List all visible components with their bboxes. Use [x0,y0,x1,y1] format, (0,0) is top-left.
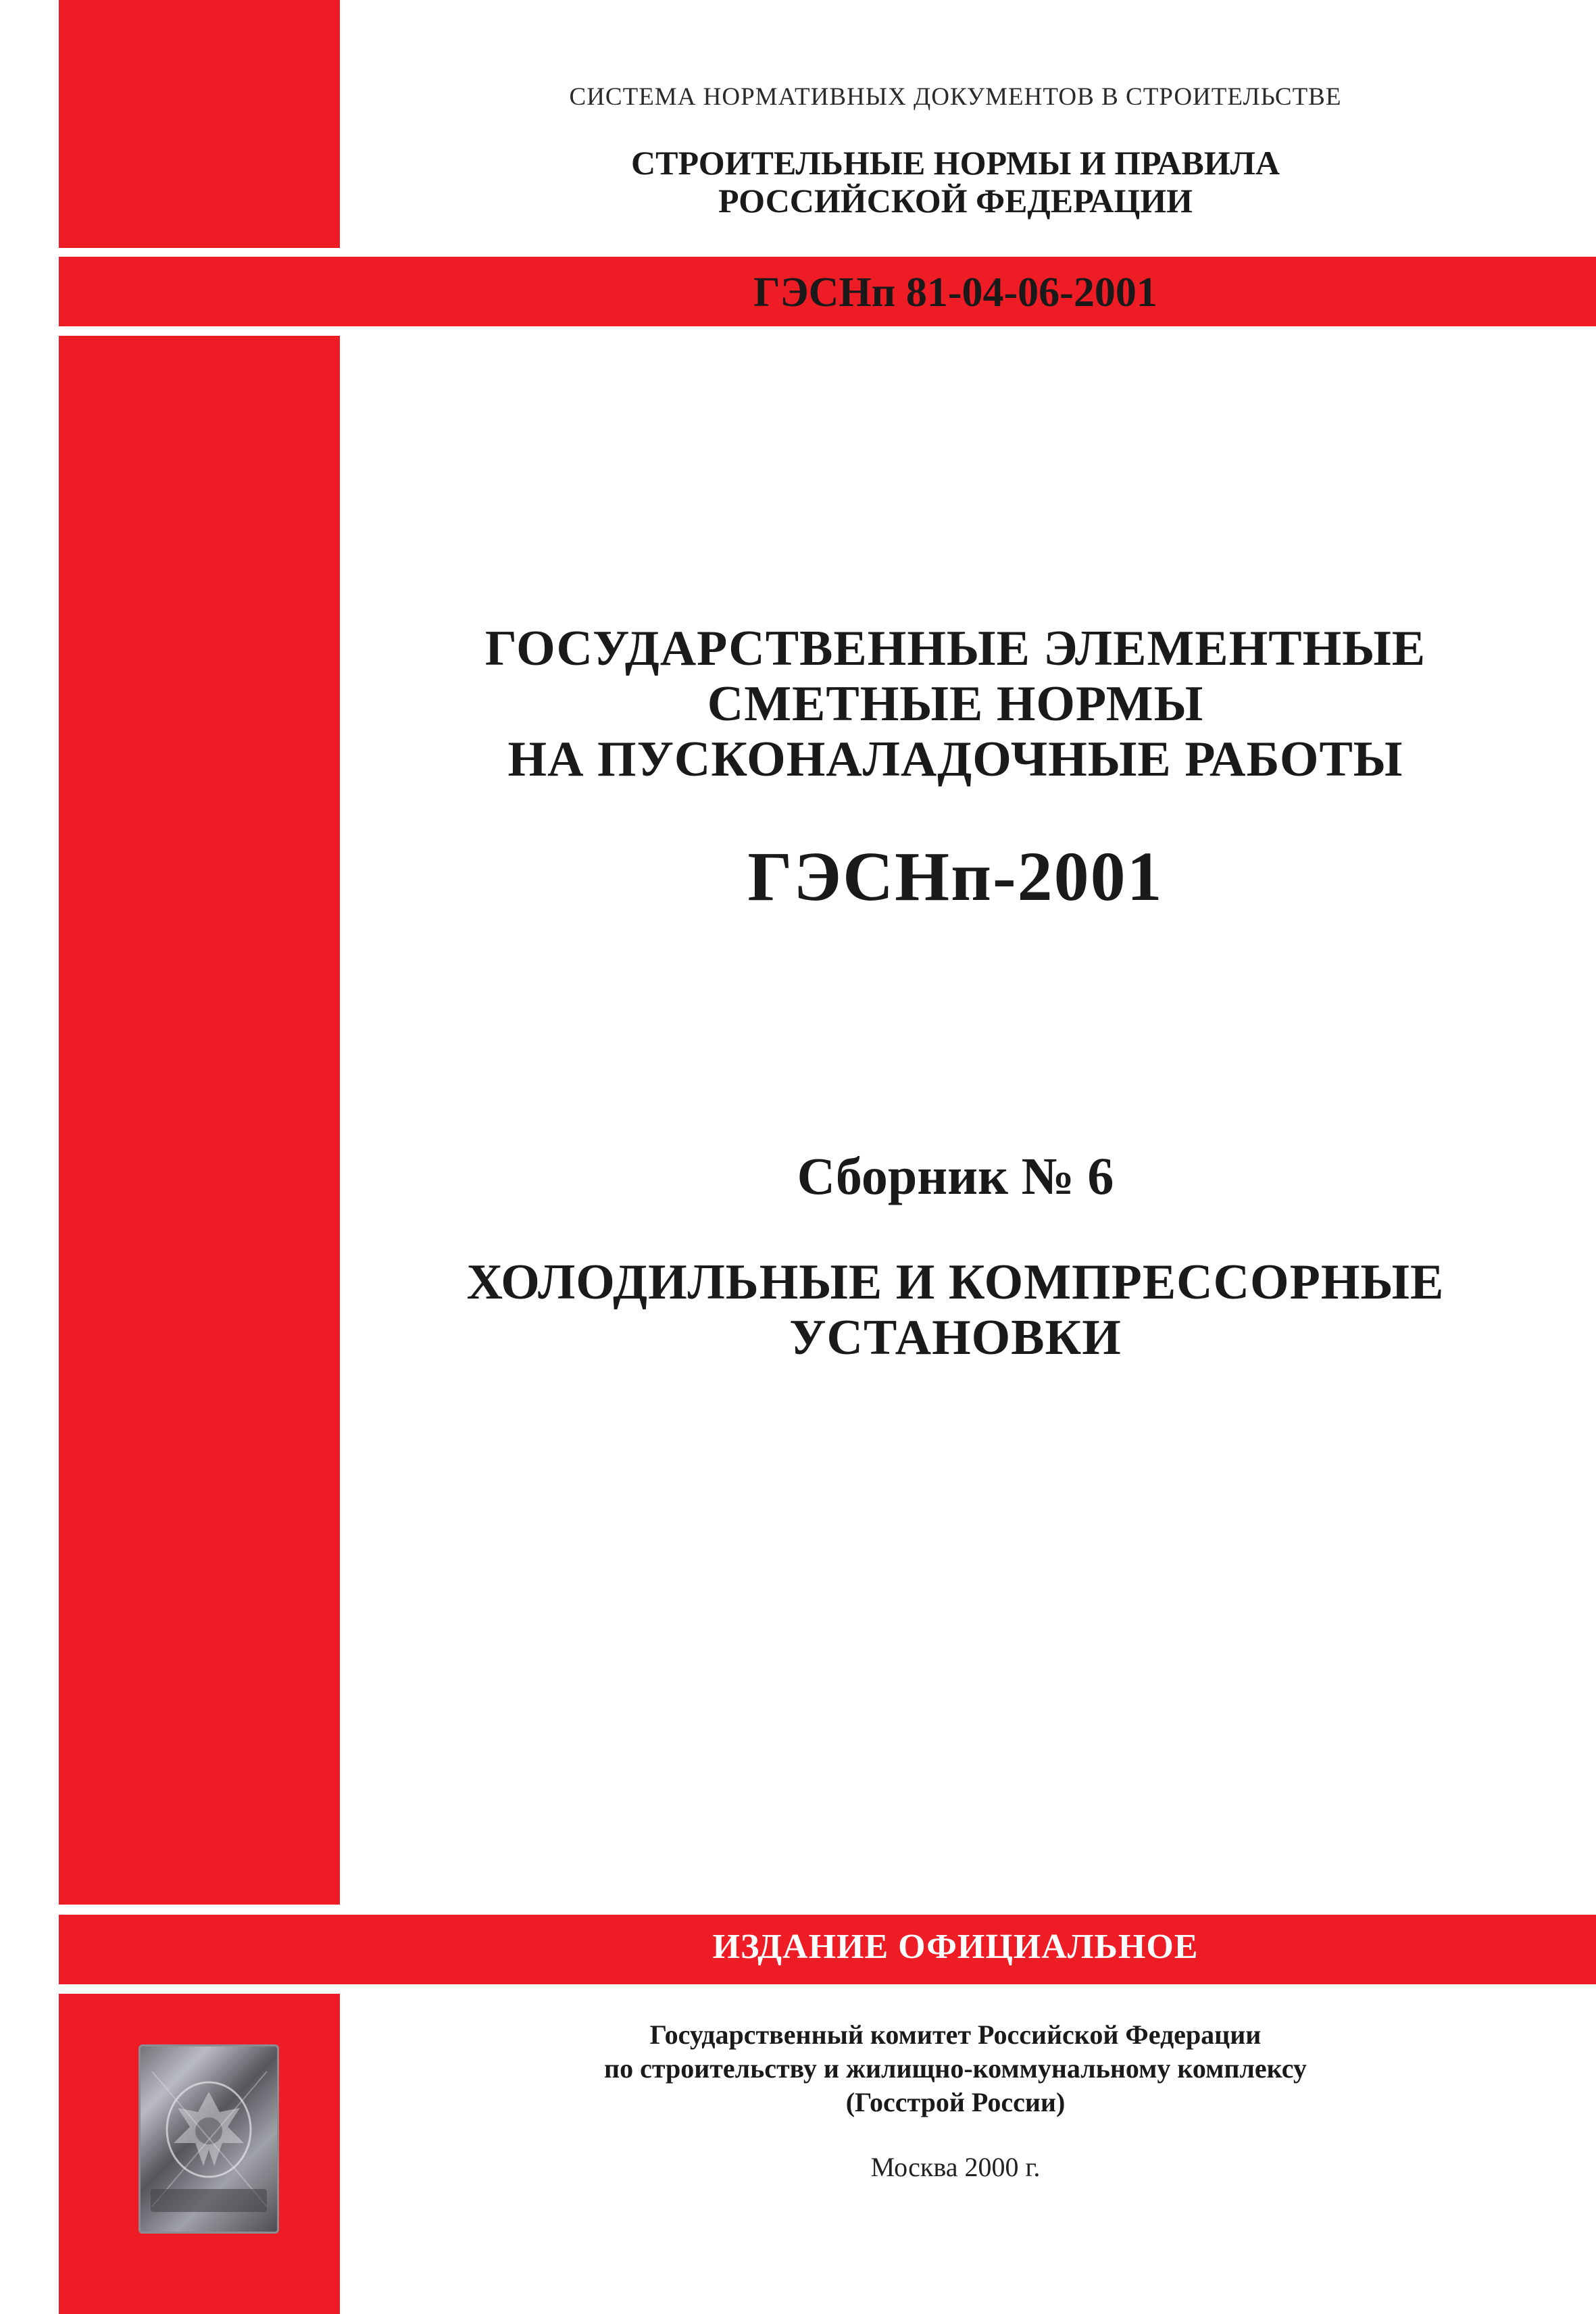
red-spine-top [59,0,340,248]
title-line-1: ГОСУДАРСТВЕННЫЕ ЭЛЕМЕНТНЫЕ [484,621,1426,676]
title-line-3: НА ПУСКОНАЛАДОЧНЫЕ РАБОТЫ [507,732,1403,787]
hologram-seal-icon [139,2044,279,2234]
document-code: ГЭСНп 81-04-06-2001 [753,270,1157,316]
collection-label: Сборник № 6 [797,1147,1114,1205]
publisher-line-2: по строительству и жилищно-коммунальному комплексу [604,2053,1307,2084]
standard-line-2: РОССИЙСКОЙ ФЕДЕРАЦИИ [718,182,1193,220]
hologram-emblem-graphic [139,2044,279,2234]
publisher-line-1: Государственный комитет Российской Федерации [649,2019,1262,2050]
red-spine-middle [59,336,340,1905]
subject-line-1: ХОЛОДИЛЬНЫЕ И КОМПРЕССОРНЫЕ [466,1255,1445,1310]
place-year: Москва 2000 г. [870,2152,1041,2182]
series-line: СИСТЕМА НОРМАТИВНЫХ ДОКУМЕНТОВ В СТРОИТЕЛЬСТВЕ [569,83,1342,111]
publisher-line-3: (Госстрой России) [845,2087,1066,2117]
subject-line-2: УСТАНОВКИ [789,1310,1122,1365]
title-line-2: СМЕТНЫЕ НОРМЫ [707,676,1204,732]
title-abbreviation: ГЭСНп-2001 [747,838,1164,915]
edition-label: ИЗДАНИЕ ОФИЦИАЛЬНОЕ [712,1928,1199,1966]
standard-line-1: СТРОИТЕЛЬНЫЕ НОРМЫ И ПРАВИЛА [631,144,1280,182]
